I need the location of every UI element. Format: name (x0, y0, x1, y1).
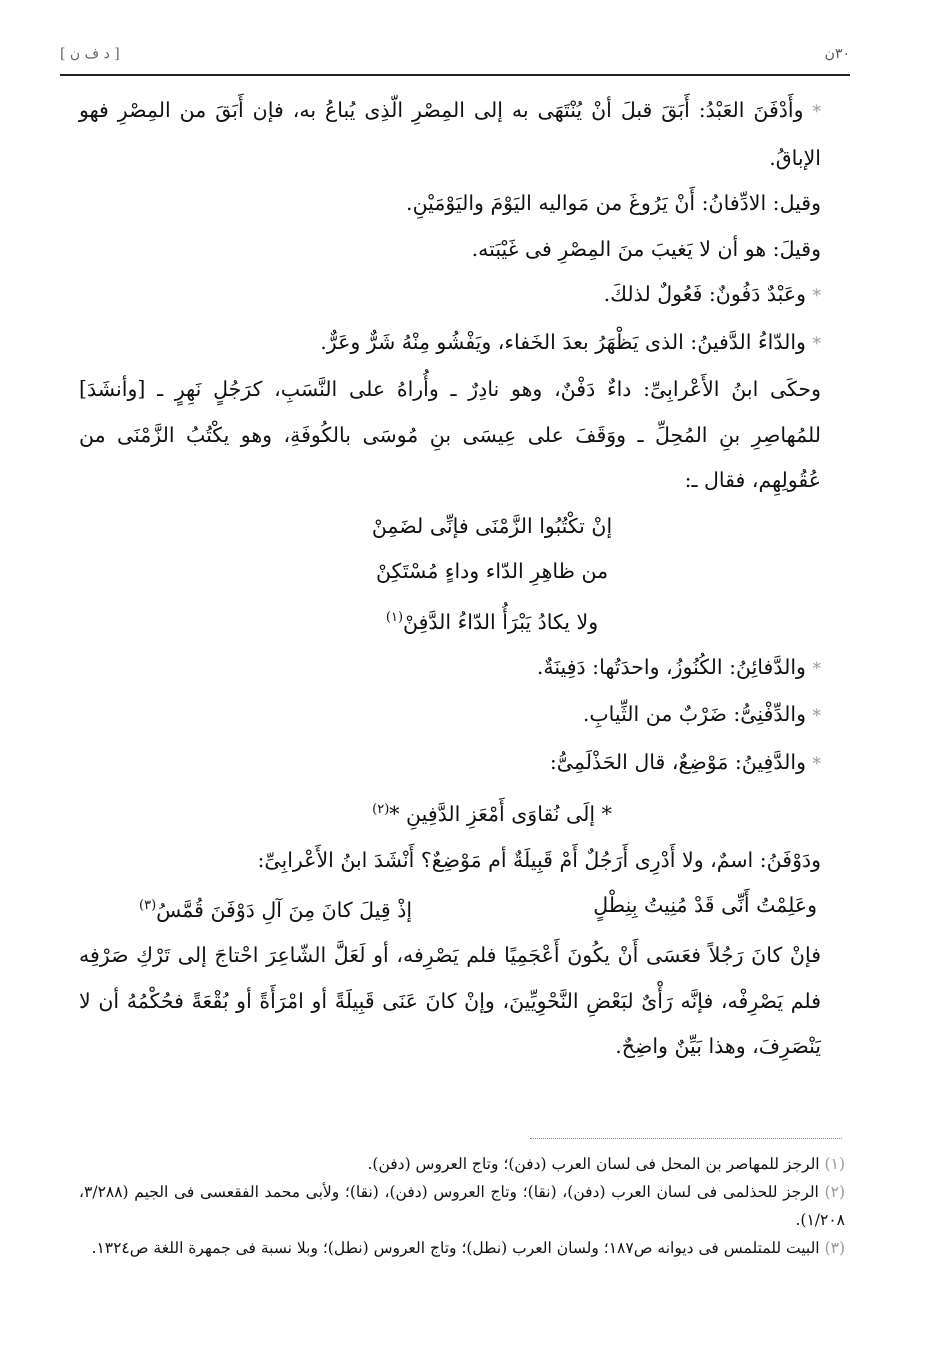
footnote-ref: (٣) (139, 898, 157, 914)
paragraph-text: والدّاءُ الدَّفينُ: الذى يَظْهَرُ بعدَ الخَفاء، ويَفْشُو مِنْهُ شَرٌّ وعَرٌّ. (320, 329, 806, 354)
footnote (79, 1234, 845, 1262)
paragraph-text: والدِّفْنِىُّ: ضَرْبٌ من الثِّيابِ. (582, 702, 806, 727)
hemistich-second: إذْ قِيلَ كانَ مِنَ آلِ دَوْفَنَ قُمَّسُ (156, 897, 413, 922)
star-marker: * (812, 102, 821, 122)
star-marker: * (812, 286, 821, 306)
verse-line: من ظاهِرِ الدّاء وداءٍ مُسْتَكِنْ (375, 559, 609, 583)
paragraph (79, 88, 845, 181)
footnote-text: البيت للمتلمس فى ديوانه ص١٨٧؛ ولسان العرب (نطل)؛ وتاج العروس (نطل)؛ وبلا نسبة فى جمهرة اللغة ص١٣٢٤. (91, 1239, 820, 1257)
footnote-text: الرجز للحذلمى فى لسان العرب (دفن)، (نقا)؛ وتاج العروس (دفن)، (نقا)؛ ولأبى محمد الفقعسى فى الجيم (٣/٢٨٨، ١/٢٠٨). (79, 1183, 845, 1229)
star-marker: * (812, 333, 821, 354)
paragraph: وقيل: الادِّفانُ: أَنْ يَرُوغَ من مَواليه اليَوْمَ واليَوْمَيْنِ. (406, 191, 821, 215)
footnote-number: (٢) (824, 1183, 845, 1201)
paragraph (79, 692, 845, 740)
paragraph (79, 272, 845, 320)
paragraph: فإنْ كانَ رَجُلاً فعَسَى أَنْ يكُونَ أَعْجَمِيًا فلم يَصْرِفه، أو لَعَلَّ الشّاعِرَ احْتاجَ إلى تَرْكِ صَرْفِه فلم يَصْرِفْه، فإنَّه رَأْىٌ لبَعْضِ النَّحْوِيِّينَ، وإنْ كانَ عَنَى قَبِيلَةً أو امْرَأَةً أو بُقْعَةً فحُكْمُهُ أن لا يَنْصَرِفَ، وهذا بَيِّنٌ واضِحٌ. (79, 943, 821, 1059)
verse-line (79, 787, 845, 837)
hemistich-second-wrap (139, 883, 412, 933)
paragraph: وحكَى ابنُ الأَعْرابِىِّ: داءٌ دَفْنٌ، وهو نادِرٌ ـ وأُراهُ على النَّسَبِ، كرَجُلٍ نَهِرٍ ـ [وأنشَدَ] للمُهاصِرِ بنِ المُحِلِّ ـ ووَقَفَ على عِيسَى بنِ مُوسَى بالكُوفَةِ، وهو يكْتُبُ الزَّمْنَى من عُقُولِهِم، فقال ـ: (79, 377, 821, 492)
paragraph: وقيلَ: هو أن لا يَغيبَ منَ المِصْرِ فى غَيْبَته. (471, 236, 821, 261)
verse-line (79, 595, 845, 645)
running-title: [ د ف ن ] (60, 46, 120, 62)
paragraph (79, 320, 845, 368)
main-text (79, 88, 845, 1070)
page-number: ٣٠ن (824, 46, 850, 62)
header-rule (60, 74, 850, 76)
paragraph-text: وعَبْدٌ دَفُونٌ: فَعُولٌ لذلكَ. (603, 282, 806, 306)
paragraph-text: وأَدْفَنَ العَبْدُ: أَبَقَ قبلَ أنْ يُنْتَهَى به إلى المِصْرِ الّذِى يُباعُ به، فإن أَبَقَ من المِصْرِ فهو الإباقُ. (79, 98, 821, 170)
footnote (79, 1178, 845, 1234)
paragraph (79, 645, 845, 693)
verse-text: ولا يكادُ يَبْرَأُ الدّاءُ الدَّفِنْ (403, 609, 599, 634)
paragraph-text: والدَّفِينُ: مَوْضِعٌ، قال الحَذْلَمِىُّ: (549, 749, 806, 774)
star-marker: * (812, 753, 821, 774)
paragraph-text: والدَّفائِنُ: الكُنُوزُ، واحدَتُها: دَفِينَةٌ. (536, 654, 806, 679)
footnote-number: (١) (824, 1155, 845, 1173)
hemistich-first: وعَلِمْتُ أَنِّى قَدْ مُنِيتُ بِنِطْلٍ (593, 893, 817, 918)
footnote (79, 1150, 845, 1178)
paragraph: ودَوْفَنُ: اسمٌ، ولا أَدْرِى أَرَجُلٌ أَمْ قَبِيلَةٌ أم مَوْضِعٌ؟ أَنْشَدَ ابنُ الأَعْرابِىِّ: (257, 847, 821, 872)
poetry-couplet (79, 883, 845, 933)
footnote-ref: (١) (385, 609, 404, 625)
footnote-ref: (٢) (372, 802, 390, 818)
paragraph (79, 740, 845, 788)
verse-text: * إلَى نُقاوَى أَمْعَزِ الدَّفِينِ * (389, 802, 612, 827)
page-header (60, 40, 850, 76)
star-marker: * (812, 658, 821, 679)
footnote-separator (530, 1138, 842, 1139)
star-marker: * (812, 706, 821, 727)
footnotes (79, 1150, 845, 1262)
footnote-text: الرجز للمهاصر بن المحل فى لسان العرب (دفن)؛ وتاج العروس (دفن). (367, 1155, 820, 1173)
footnote-number: (٣) (824, 1239, 845, 1257)
verse-line: إنْ تكْتُبُوا الزَّمْنَى فإنِّى لضَمِنْ (371, 513, 613, 538)
